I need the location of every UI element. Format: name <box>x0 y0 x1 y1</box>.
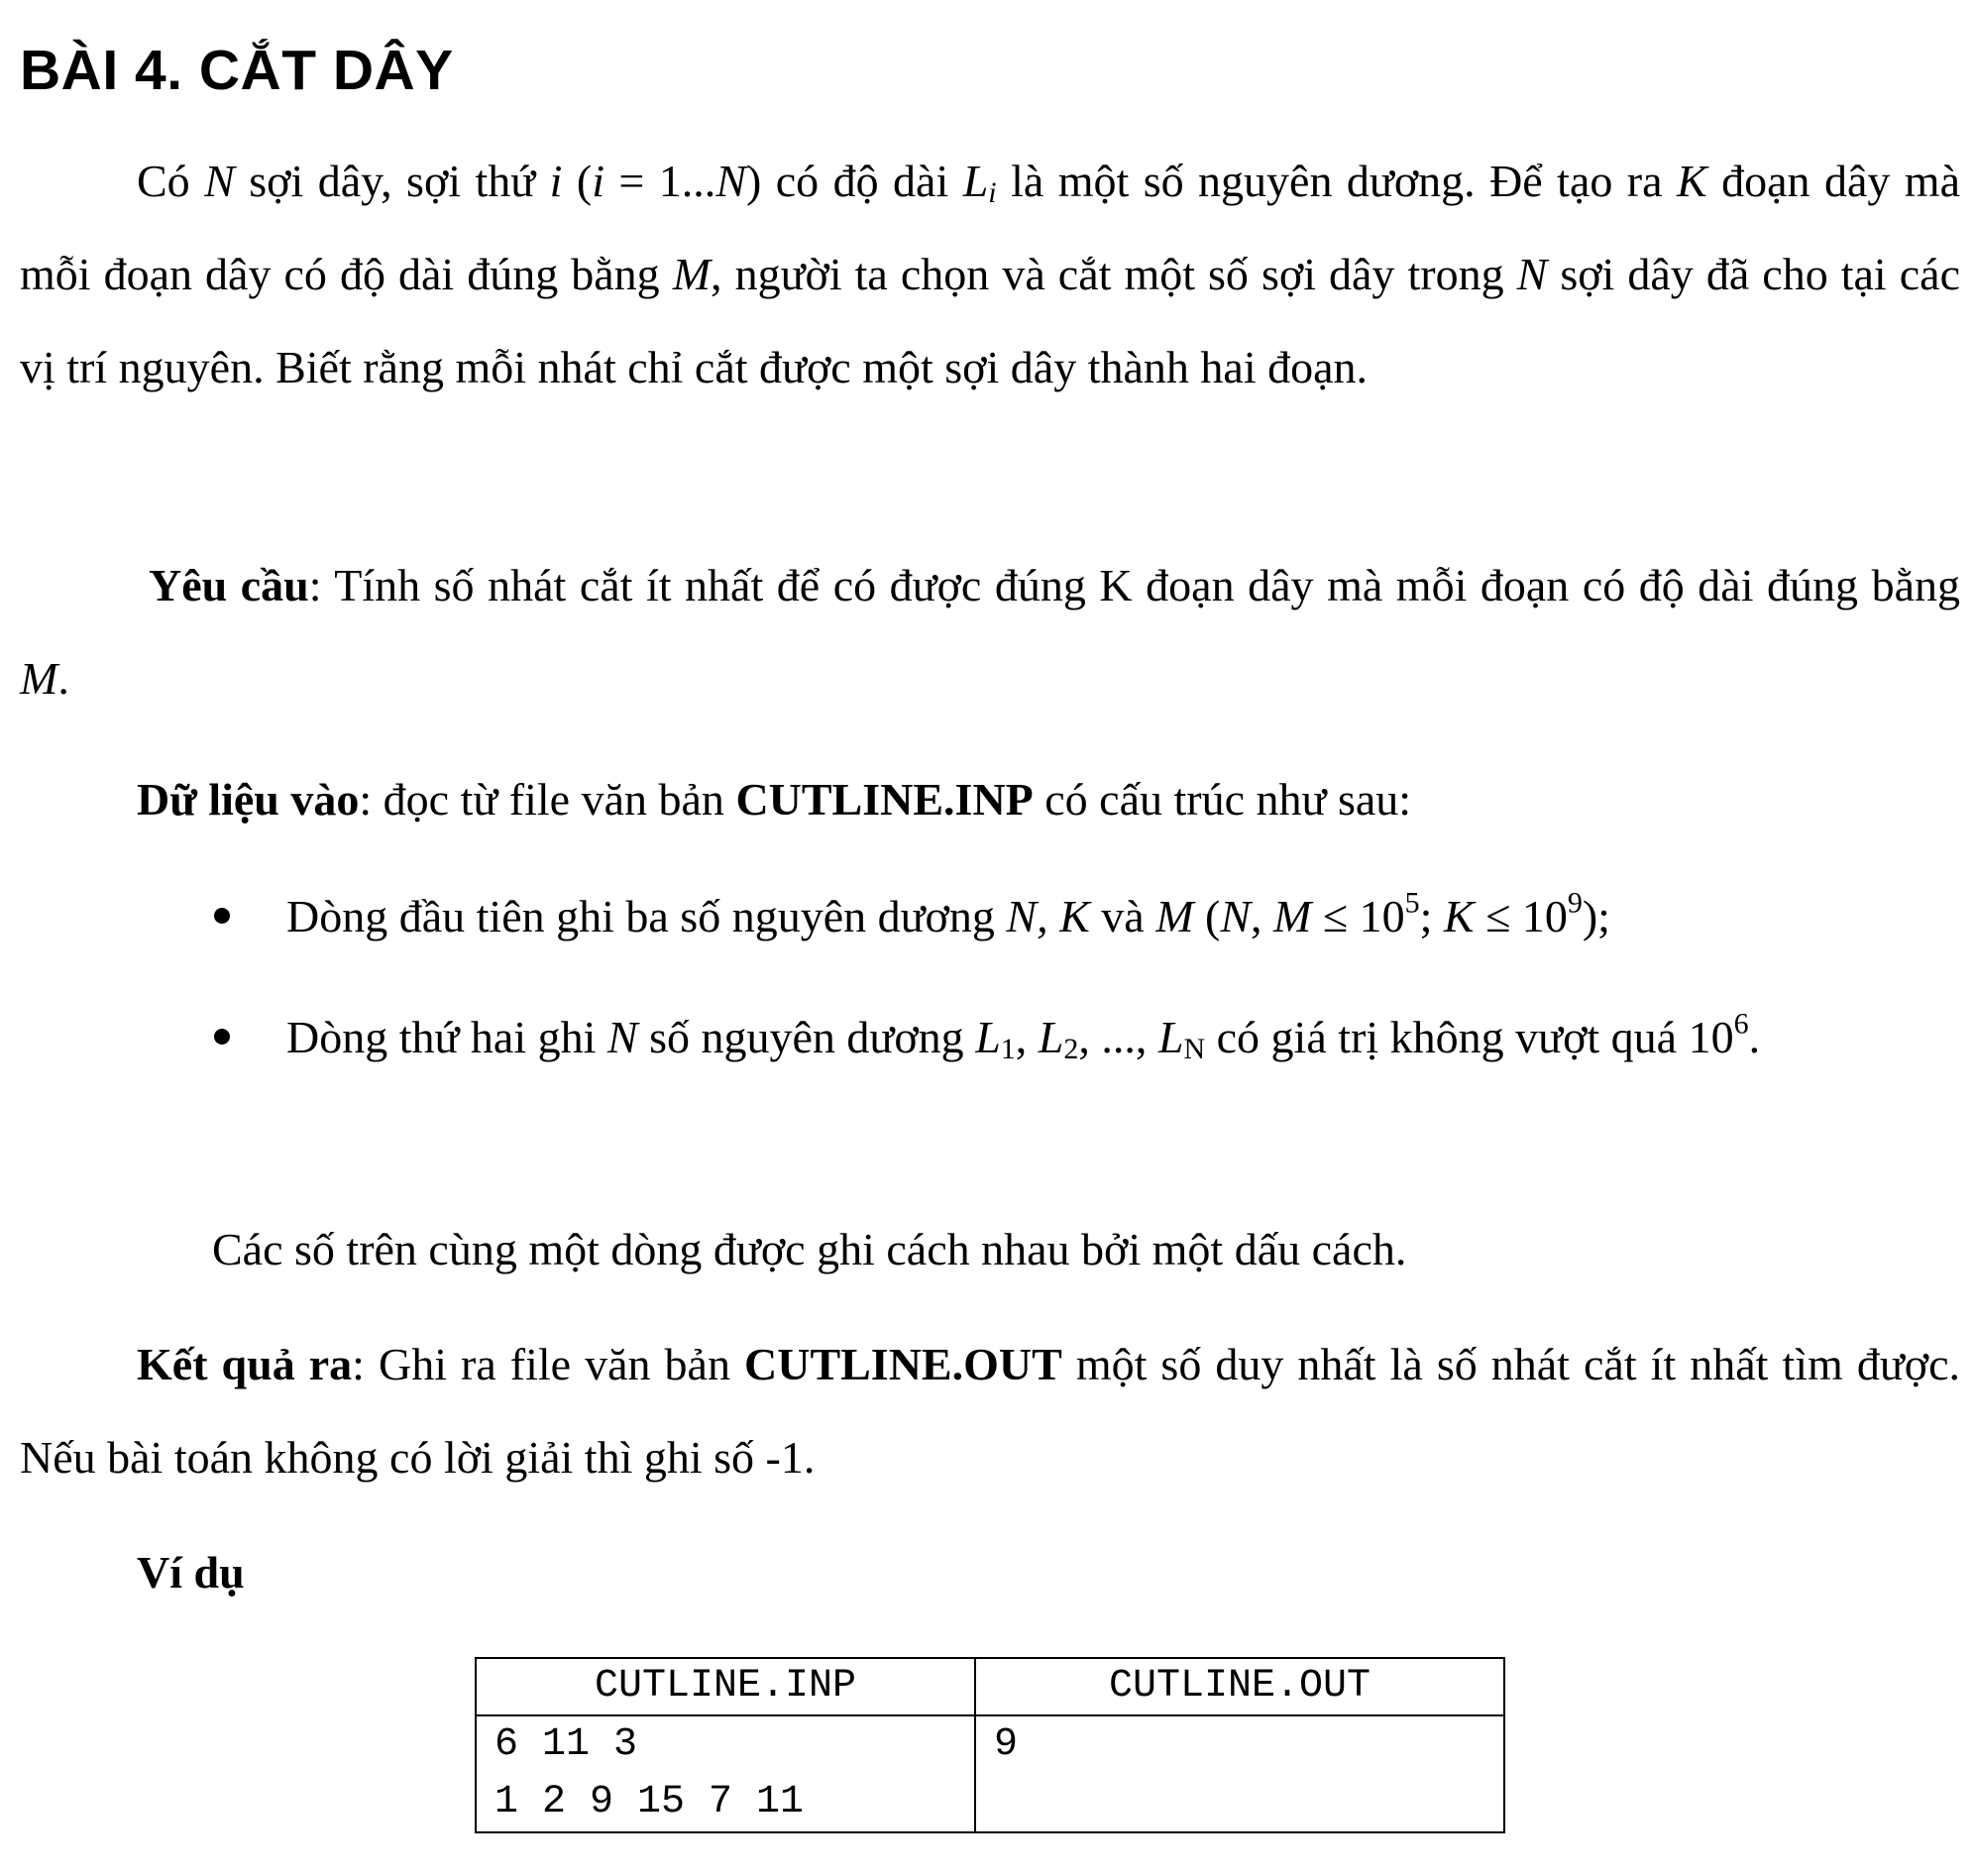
table-row <box>476 1715 1504 1832</box>
output-paragraph: Kết quả ra: Ghi ra file văn bản CUTLINE.OUT một số duy nhất là số nhát cắt ít nhất tìm được. Nếu bài toán không có lời giải thì ghi số -1. <box>20 1339 1960 1483</box>
example-table <box>475 1657 1505 1833</box>
intro-paragraph: Có N sợi dây, sợi thứ i (i = 1...N) có độ dài $L_i$ là một số nguyên dương. Để tạo ra K đoạn dây mà mỗi đoạn dây có độ dài đúng bằng M, người ta chọn và cắt một số sợi dây trong N sợi dây đã cho tại các vị trí nguyên. Biết rằng mỗi nhát chỉ cắt được một sợi dây thành hai đoạn. <box>20 156 1960 392</box>
input-paragraph: Dữ liệu vào: đọc từ file văn bản CUTLINE.INP có cấu trúc như sau: <box>137 774 1412 825</box>
bullet-icon <box>214 908 230 924</box>
sample-input-cell <box>476 1715 975 1832</box>
input-label: Dữ liệu vào <box>137 774 360 825</box>
table-header-output: CUTLINE.OUT <box>975 1658 1504 1715</box>
sample-output-line: 9 <box>994 1722 1019 1767</box>
table-header-row <box>476 1658 1504 1715</box>
input-bullet-2: Dòng thứ hai ghi N số nguyên dương $L_1$, $L_2$, ..., $L_N$ có giá trị không vượt quá $10^6$. <box>20 991 1960 1177</box>
requirement-paragraph: Yêu cầu: Tính số nhát cắt ít nhất để có được đúng K đoạn dây mà mỗi đoạn có độ dài đúng bằng M. <box>20 560 1960 704</box>
output-label: Kết quả ra <box>137 1339 353 1389</box>
problem-title: BÀI 4. CẮT DÂY <box>20 39 454 102</box>
output-file-name: CUTLINE.OUT <box>744 1339 1062 1389</box>
separator-note: Các số trên cùng một dòng được ghi cách nhau bởi một dấu cách. <box>212 1224 1407 1274</box>
example-label: Ví dụ <box>137 1547 245 1598</box>
bullet-icon <box>214 1029 230 1045</box>
sample-input-line: 1 2 9 15 7 11 <box>494 1780 805 1824</box>
input-file-name: CUTLINE.INP <box>735 774 1034 825</box>
requirement-label: Yêu cầu <box>149 560 309 610</box>
table-header-input: CUTLINE.INP <box>476 1658 975 1715</box>
input-bullet-1: Dòng đầu tiên ghi ba số nguyên dương N, K và M (N, $M \le 10^5$; $K \le 10^9$); <box>20 870 1960 963</box>
sample-input-line: 6 11 3 <box>494 1722 638 1767</box>
sample-output-cell <box>975 1715 1504 1832</box>
